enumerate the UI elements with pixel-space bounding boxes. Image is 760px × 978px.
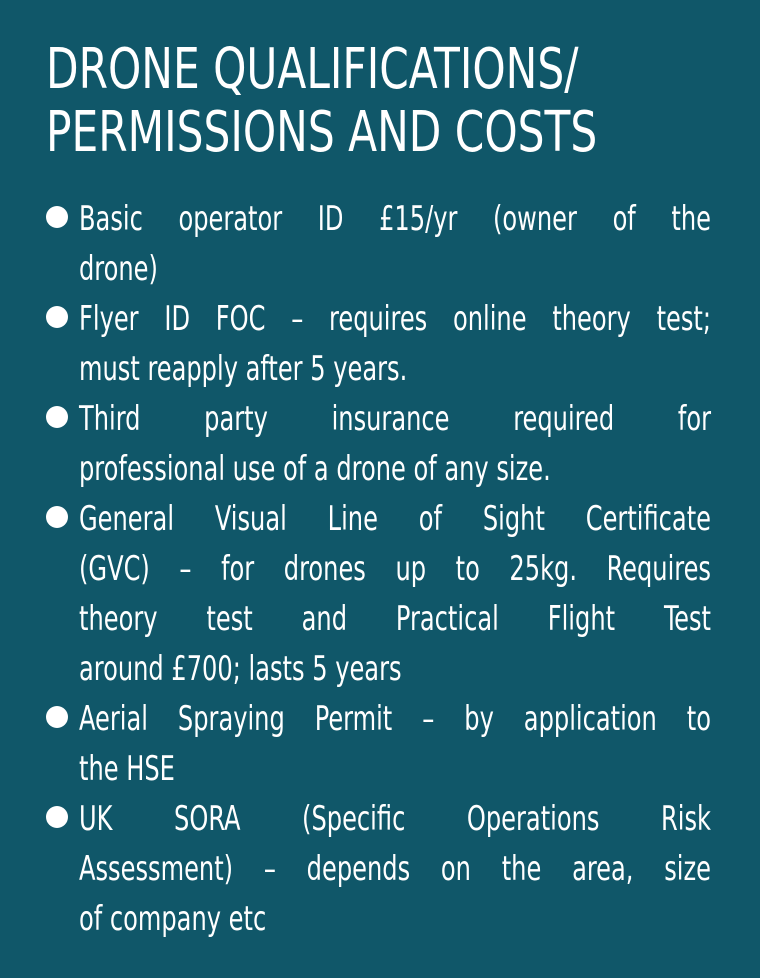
list-item [46, 194, 714, 294]
list-item-line: theory test and Practical Flight Test [79, 599, 711, 638]
panel-title [46, 38, 718, 164]
list-item [46, 794, 714, 944]
list-item-line: Third party insurance required for [79, 399, 711, 438]
list-item-line: must reapply after 5 years. [79, 349, 408, 388]
panel-title-line-2: PERMISSIONS AND COSTS [46, 100, 598, 165]
list-item-line: the HSE [79, 749, 175, 788]
list-item-line: around £700; lasts 5 years [79, 649, 402, 688]
panel-title-line-1: DRONE QUALIFICATIONS/ [46, 37, 579, 102]
list-item [46, 494, 714, 694]
list-item-line: professional use of a drone of any size. [79, 449, 551, 488]
list-item-line: (GVC) – for drones up to 25kg. Requires [79, 549, 711, 588]
list-item-line: drone) [79, 249, 158, 288]
bullet-icon [46, 306, 68, 328]
bullet-icon [46, 406, 68, 428]
bullet-icon [46, 506, 68, 528]
list-item-line: Basic operator ID £15/yr (owner of the [79, 199, 711, 238]
list-item-line: Flyer ID FOC – requires online theory test; [79, 299, 711, 338]
list-item-line: Assessment) – depends on the area, size [79, 849, 711, 888]
list-item [46, 394, 714, 494]
list-item-line: of company etc [79, 899, 267, 938]
bullet-icon [46, 206, 68, 228]
bullet-icon [46, 706, 68, 728]
list-item-line: UK SORA (Specific Operations Risk [79, 799, 711, 838]
qualifications-list [46, 194, 714, 944]
list-item-line: Aerial Spraying Permit – by application to [79, 699, 711, 738]
bullet-icon [46, 806, 68, 828]
list-item-line: General Visual Line of Sight Certificate [79, 499, 711, 538]
list-item [46, 294, 714, 394]
list-item [46, 694, 714, 794]
